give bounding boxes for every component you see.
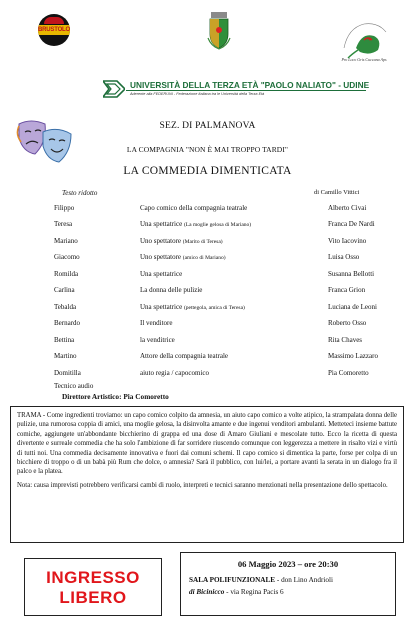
- cast-row: [0, 269, 415, 279]
- cast-row: [0, 252, 415, 262]
- character-name: Giacomo: [54, 253, 80, 261]
- university-subtitle: Aderente alla FEDERUNI - Federazione Italiana tra le Università della Terza Età: [130, 92, 265, 96]
- character-name: Carlina: [54, 286, 75, 294]
- free-entry-line2: LIBERO: [59, 588, 127, 607]
- free-entry-box: [24, 558, 162, 616]
- note-text: Nota: causa imprevisti potrebbero verificarsi cambi di ruolo, interpreti e tecnici saranno menzionati nella presentazione dello spettacolo.: [17, 481, 388, 489]
- character-role: Uno spettatore (Marito di Teresa): [140, 237, 223, 245]
- pro-loco-logo-icon: [334, 18, 392, 62]
- play-title: LA COMMEDIA DIMENTICATA: [123, 165, 292, 177]
- plot-box: [10, 406, 404, 543]
- actor-name: Alberto Civai: [328, 204, 367, 212]
- character-role: Una spettatrice (pettegola, amica di Teresa): [140, 303, 245, 311]
- pro-loco-logo-text: Pro Loco Gris Cuccana Aps: [341, 57, 387, 62]
- character-role: La donna delle pulizie: [140, 286, 203, 294]
- character-name: Romilda: [54, 270, 79, 278]
- character-role: Capo comico della compagnia teatrale: [140, 204, 248, 212]
- university-logo-icon: [103, 79, 125, 99]
- cast-row: [0, 351, 415, 361]
- character-role: Attore della compagnia teatrale: [140, 352, 229, 360]
- character-name: Domitilla: [54, 369, 81, 377]
- author-label: di Camillo Vittici: [314, 189, 360, 196]
- cast-row: [0, 203, 415, 213]
- university-divider: [126, 90, 366, 91]
- event-details-box: [180, 552, 396, 616]
- cast-row: [0, 219, 415, 229]
- actor-name: Vito Iacovino: [328, 237, 367, 245]
- actor-name: Roberto Osso: [328, 319, 367, 327]
- cast-row: [0, 368, 415, 378]
- cast-row: [0, 302, 415, 312]
- actor-name: Pia Comoretto: [328, 369, 369, 377]
- university-title: UNIVERSITÀ DELLA TERZA ETÀ "PAOLO NALIATO" - UDINE: [130, 80, 370, 90]
- event-date: 06 Maggio 2023 – ore 20:30: [237, 559, 339, 569]
- character-role: aiuto regia / capocomico: [140, 369, 209, 377]
- plot-text: TRAMA - Come ingredienti troviamo: un capo comico colpito da amnesia, un aiuto capo comico a volte atipico, la strampalata donna delle pulizie, una rumorosa coppia di amici, una moglie gelosa, la disinvolta amante e due ingenui venditori ambulanti. Metteteci insieme battute comiche, aggiungete un'abbondante bicchierino di grappa ed una dose di Amaro Giuliani e mescolate tutto. Ecco la ricetta di questa divertente e surreale commedia che ha solo l'ambizione di far sorridere riuscendo comunque con leggerezza a mettere in risalto vizi e virtù di tutti noi. Una commedia decisamente innovativa e fuori dai comuni schemi. Il capo comico si dimentica la parte, forse per colpa di un bicchiere di troppo o di un babà più Rum che dolce, o amnesia? Sarà il pubblico, con lui/lei, a portare avanti la serata in un dialogo fra il palco e la platea.: [17, 412, 397, 476]
- actor-name: Massimo Lazzaro: [328, 352, 378, 360]
- audio-technician-label: Tecnico audio: [54, 382, 94, 390]
- character-role: la venditrice: [140, 336, 175, 344]
- event-venue: SALA POLIFUNZIONALE - don Lino Andrioli: [189, 576, 333, 584]
- character-role: Una spettatrice (La moglie gelosa di Mariano): [140, 220, 252, 228]
- event-address: di Bicinicco - via Regina Pacis 6: [189, 588, 284, 596]
- actor-name: Luisa Osso: [328, 253, 360, 261]
- cast-row: [0, 318, 415, 328]
- character-name: Filippo: [54, 204, 75, 212]
- character-role: Una spettatrice: [140, 270, 183, 278]
- character-name: Tebalda: [54, 303, 77, 311]
- brustolo-logo: [38, 14, 70, 46]
- free-entry-line1: INGRESSO: [46, 568, 140, 587]
- cast-row: [0, 335, 415, 345]
- actor-name: Franca Grion: [328, 286, 366, 294]
- character-name: Mariano: [54, 237, 78, 245]
- character-name: Martino: [54, 352, 77, 360]
- character-name: Bernardo: [54, 319, 81, 327]
- cast-row: [0, 285, 415, 295]
- cast-row: [0, 236, 415, 246]
- actor-name: Rita Chaves: [328, 336, 363, 344]
- company-heading: LA COMPAGNIA "NON È MAI TROPPO TARDI": [126, 145, 289, 154]
- actor-name: Luciana de Leoni: [328, 303, 377, 311]
- character-role: Uno spettatore (amico di Mariano): [140, 253, 226, 261]
- artistic-director-label: Direttore Artistico: Pia Comoretto: [62, 392, 169, 401]
- text-reduced-label: Testo ridotto: [62, 189, 98, 197]
- municipal-crest-icon: [207, 12, 231, 50]
- section-heading: SEZ. DI PALMANOVA: [159, 121, 256, 131]
- character-name: Bettina: [54, 336, 75, 344]
- brustolo-logo-text: BRUSTOLO: [38, 27, 70, 33]
- actor-name: Franca De Nardi: [328, 220, 375, 228]
- character-role: Il venditore: [140, 319, 173, 327]
- character-name: Teresa: [54, 220, 73, 228]
- actor-name: Susanna Bellotti: [328, 270, 375, 278]
